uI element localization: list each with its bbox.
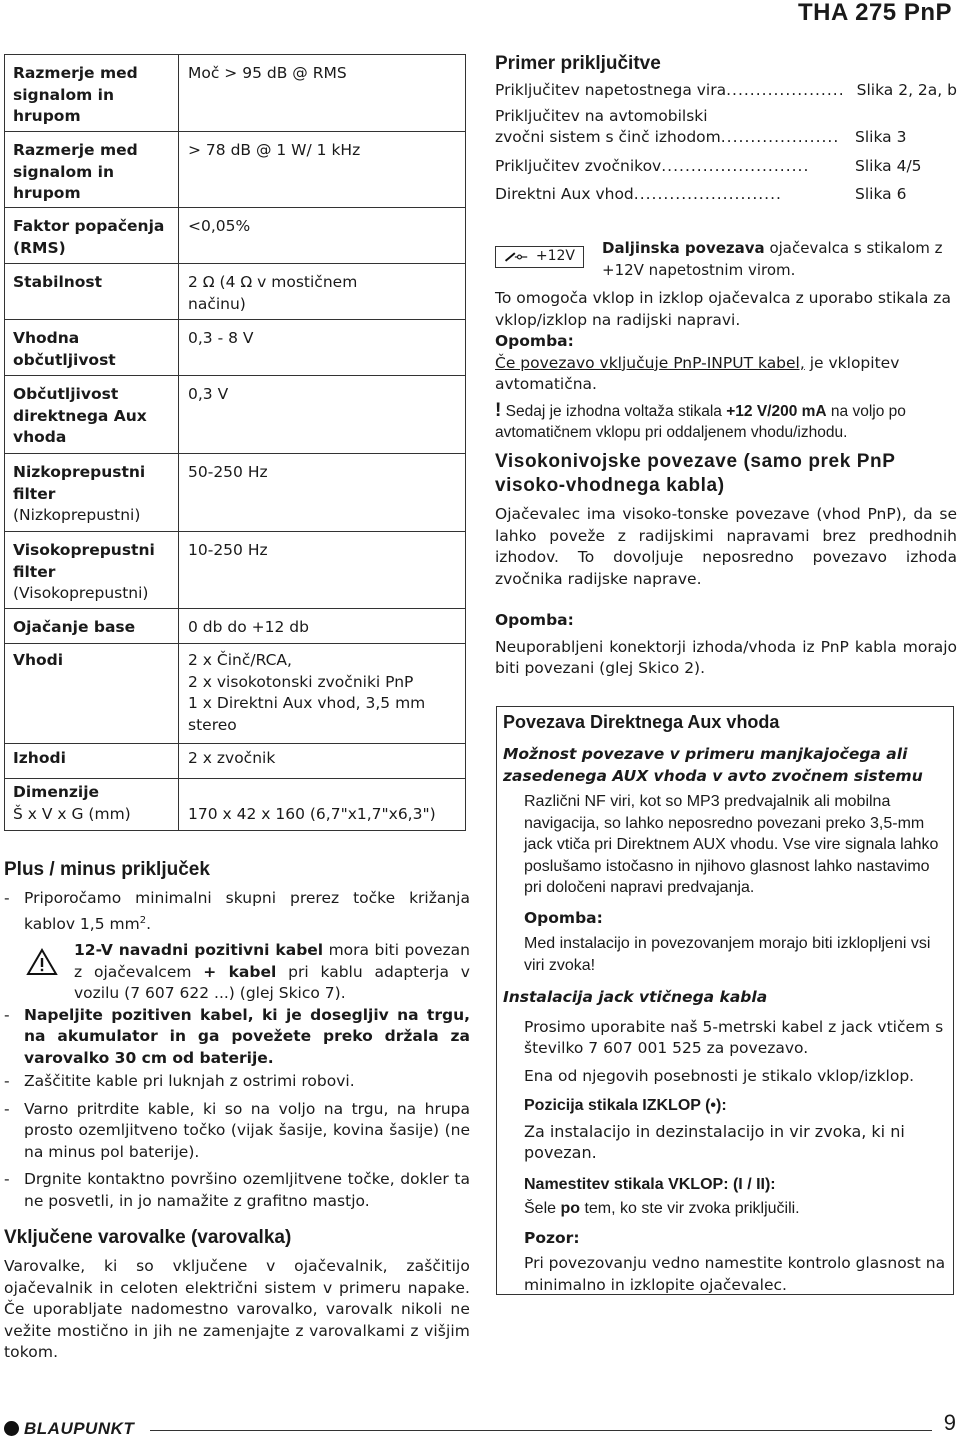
caution-label-text: Pozor: [524, 1228, 580, 1247]
footer-rule [150, 1430, 932, 1431]
spec-value: 0 db do +12 db [188, 618, 309, 636]
spec-value: <0,05% [188, 217, 251, 235]
spec-label: Razmerje med signalom in hrupom [13, 141, 138, 202]
note-underlined: Če povezavo vključuje PnP-INPUT kabel, [495, 353, 805, 372]
spec-row [5, 608, 465, 636]
jack-para: Ena od njegovih posebnosti je stikalo vklop/izklop. [524, 1066, 915, 1085]
off-heading: Pozicija stikala IZKLOP (•): [524, 1097, 727, 1114]
spec-row [5, 743, 465, 767]
warning-block [4, 940, 470, 1005]
remote-bold: Daljinska povezava [602, 239, 765, 257]
on-text-part: tem, ko ste vir zvoka priključili. [580, 1200, 800, 1217]
remote-now [495, 400, 957, 444]
note-label: Opomba: [524, 908, 603, 927]
spec-value: 2 x zvočnik [188, 749, 276, 767]
spec-label-main: Visokoprepustni filter [13, 541, 155, 581]
plus-minus-section [4, 858, 470, 1212]
on-text-part: Šele [524, 1200, 561, 1217]
bullet-item [4, 1099, 470, 1164]
spec-label: Vhodi [13, 651, 64, 669]
spec-value: 2 Ω (4 Ω v mostičnem načinu) [188, 273, 358, 313]
example-row: Priključitev zvočnikov ......................... Slika 4/5 [495, 156, 957, 178]
spec-label [13, 462, 163, 527]
remote-plug-box [495, 246, 584, 268]
spec-label: Občutljivost direktnega Aux vhoda [13, 385, 147, 446]
example-row-label: zvočni sistem s činč izhodom [495, 128, 721, 146]
example-row: Priključitev napetostnega vira .................... Slika 2, 2a, b [495, 80, 957, 102]
aux-heading: Povezava Direktnega Aux vhoda [503, 712, 780, 732]
example-row: Direktni Aux vhod ......................... Slika 6 [495, 184, 957, 206]
aux-note: Med instalacijo in povezovanjem morajo biti izklopljeni vsi viri zvoka! [524, 935, 931, 974]
now-bold: +12 V/200 mA [726, 402, 827, 420]
warning-bold: 12-V navadni pozitivni kabel [74, 941, 324, 960]
example-row-label: Direktni Aux vhod [495, 185, 634, 203]
spec-label: Stabilnost [13, 273, 103, 291]
bullet-text: Varno pritrdite kable, ki so na voljo na trgu, na hrupa prosto ozemljitveno točko (vijak šasije, kovina šasije) (ne na minus pol baterije). [24, 1099, 470, 1161]
spec-value: Moč > 95 dB @ RMS [188, 64, 347, 82]
spec-value: 10-250 Hz [188, 541, 268, 559]
example-row-ref: Slika 3 [855, 128, 907, 146]
bullet-text: Zaščitite kable pri luknjah z ostrimi robovi. [24, 1072, 355, 1091]
aux-subtitle: Možnost povezave v primeru manjkajočega ali zasedenega AUX vhoda v avto zvočnem sistemu [503, 745, 923, 785]
model-title: THA 275 PnP [798, 0, 952, 26]
note-label: Opomba: [495, 611, 574, 629]
spec-row [5, 207, 465, 257]
warning-text: pri kablu adapterja v vozilu (7 607 622 ...) (glej Skico 7). [74, 962, 470, 1003]
spec-label-main: Nizkoprepustni filter [13, 463, 146, 503]
logo-dot-icon [4, 1421, 19, 1436]
spec-label [13, 540, 173, 605]
spec-value: > 78 dB @ 1 W/ 1 kHz [188, 141, 361, 159]
spec-value: 0,3 - 8 V [188, 329, 254, 347]
spec-label: Izhodi [13, 749, 66, 767]
remote-section [495, 288, 957, 444]
remote-note-label [495, 331, 957, 353]
jack-heading: Instalacija jack vtičnega kabla [503, 988, 768, 1006]
fuse-section [4, 1226, 470, 1364]
plus-minus-heading: Plus / minus priključek [4, 859, 210, 880]
example-row-ref: Slika 2, 2a, b [856, 81, 957, 99]
plug-label: +12V [535, 248, 575, 265]
now-text: Sedaj je izhodna voltaža stikala [501, 402, 727, 420]
spec-label-sub: Š x V x G (mm) [13, 804, 131, 823]
caution-label [503, 1228, 951, 1250]
highlevel-text: Ojačevalec ima visoko-tonske povezave (vhod PnP), da se lahko poveže z radijskimi napravami brez predhodnih izhodov. To dovoljuje neposredno povezavo izhoda zvočnika radijske naprave. [495, 505, 957, 588]
bullet-text: Napeljite pozitiven kabel, ki je dosegljiv na trgu, na akumulator in ga povežete preko držala za varovalko 30 cm od baterije. [24, 1005, 470, 1067]
spec-row [5, 778, 465, 823]
fuse-text: Varovalke, ki so vključene v ojačevalnik, zaščitijo ojačevalnik in celoten električni sistem v primeru napake. Če uporabljate nadomestno varovalko, varovalk nikoli ne vežite mostično in jih ne zamenjajte z varovalkami z višjim tokom. [4, 1257, 470, 1361]
highlevel-heading: Visokonivojske povezave (samo prek PnP visoko-vhodnega kabla) [495, 451, 896, 496]
superscript: 2 [139, 914, 147, 926]
remote-desc [602, 238, 958, 281]
bullet-item [4, 1005, 470, 1070]
remote-note [495, 353, 957, 396]
spec-label-main: Dimenzije [13, 783, 100, 801]
spec-table [4, 54, 466, 831]
highlevel-note: Neuporabljeni konektorji izhoda/vhoda iz PnP kabla morajo biti povezani (glej Skico 2). [495, 637, 957, 677]
spec-label-sub: (Visokoprepustni) [13, 584, 149, 602]
spec-label: Razmerje med signalom in hrupom [13, 64, 138, 125]
spec-row [5, 131, 465, 202]
spec-label [13, 782, 178, 825]
example-row: zvočni sistem s činč izhodom .................... Slika 3 [495, 127, 957, 149]
bullet-text: Drgnite kontaktno površino ozemljitvene točke, dokler ta ne posvetli, in jo namažite z grafitno mastjo. [24, 1170, 470, 1210]
spec-value: 170 x 42 x 160 (6,7"x1,7"x6,3") [188, 805, 436, 823]
example-row-ref: Slika 4/5 [855, 156, 922, 175]
warning-triangle-icon [26, 948, 58, 976]
note-label: Opomba: [495, 332, 574, 350]
spec-label-sub: (Nizkoprepustni) [13, 506, 141, 524]
bullet-text: Priporočamo minimalni skupni prerez točke križanja kablov 1,5 mm [24, 889, 470, 933]
spec-label: Faktor popačenja (RMS) [13, 217, 165, 257]
caution-text: Pri povezovanju vedno namestite kontrolo glasnost na minimalno in izklopite ojačevalec. [524, 1254, 946, 1294]
spec-label: Vhodna občutljivost [13, 329, 116, 369]
bullet-text: . [146, 914, 152, 933]
spec-row [5, 453, 465, 524]
example-row-ref: Slika 6 [855, 185, 907, 203]
on-heading: Namestitev stikala VKLOP: (I / II): [524, 1175, 776, 1193]
spec-value: 50-250 Hz [188, 463, 268, 481]
spec-value [188, 650, 463, 736]
spec-row [5, 531, 465, 602]
aux-para: Različni NF viri, kot so MP3 predvajalnik ali mobilna navigacija, so lahko neposredno povezani preko 3,5-mm jack vtiča pri Direktnem AUX vhodu. Vse vire signala lahko poslušamo istočasno in njihovo glasnost lahko nastavimo pri določeni napravi predvajanja. [524, 793, 939, 896]
plug-connector-icon [504, 250, 532, 264]
aux-note-label [503, 908, 951, 930]
off-text: Za instalacijo in dezinstalacijo in vir zvoka, ki ni povezan. [524, 1121, 905, 1162]
example-row: Priključitev na avtomobilski [495, 106, 708, 125]
highlevel-section [495, 450, 957, 680]
example-heading: Primer priključitve [495, 53, 661, 74]
example-row-label: Priključitev napetostnega vira [495, 81, 727, 99]
spec-row [5, 643, 465, 734]
spec-value: 0,3 V [188, 385, 229, 403]
bullet-item [4, 888, 470, 935]
remote-text: ojačevalca s stikalom z +12V napetostnim virom. [602, 239, 943, 279]
spec-value-line: 2 x Činč/RCA, [188, 651, 292, 669]
note-text: je vklopitev avtomatična. [495, 353, 900, 393]
brand-name: BLAUPUNKT [24, 1419, 135, 1438]
aux-content [503, 744, 951, 1296]
spec-value-line: 2 x visokotonski zvočniki PnP [188, 672, 414, 691]
warning-bold: + kabel [203, 962, 277, 981]
warning-text: mora biti povezan z ojačevalcem [74, 941, 470, 981]
page-number: 9 [943, 1410, 956, 1435]
remote-para: To omogoča vklop in izklop ojačevalca z uporabo stikala za vklop/izklop na radijski napravi. [495, 289, 951, 329]
on-bold: po [560, 1200, 581, 1217]
spec-row [5, 263, 465, 313]
spec-value-line: 1 x Direktni Aux vhod, 3,5 mm stereo [188, 694, 426, 734]
aux-section [503, 710, 949, 734]
spec-label: Ojačanje base [13, 618, 136, 636]
example-section [495, 52, 957, 206]
fuse-heading: Vključene varovalke (varovalka) [4, 1227, 292, 1248]
bullet-item [4, 1169, 470, 1212]
spec-row [5, 375, 465, 446]
bullet-item [4, 1071, 470, 1093]
example-row-label: Priključitev zvočnikov [495, 156, 662, 175]
spec-divider [178, 55, 179, 830]
spec-row [5, 319, 465, 369]
on-text [503, 1198, 951, 1220]
now-text: na voljo po avtomatičnem vklopu pri oddaljenem vhodu/izhodu. [495, 402, 906, 441]
brand-logo [4, 1418, 134, 1440]
exclamation-icon: ! [495, 399, 502, 421]
jack-para: Prosimo uporabite naš 5-metrski kabel z jack vtičem s številko 7 607 001 525 za povezavo. [524, 1017, 944, 1057]
highlevel-note-label [495, 610, 957, 632]
